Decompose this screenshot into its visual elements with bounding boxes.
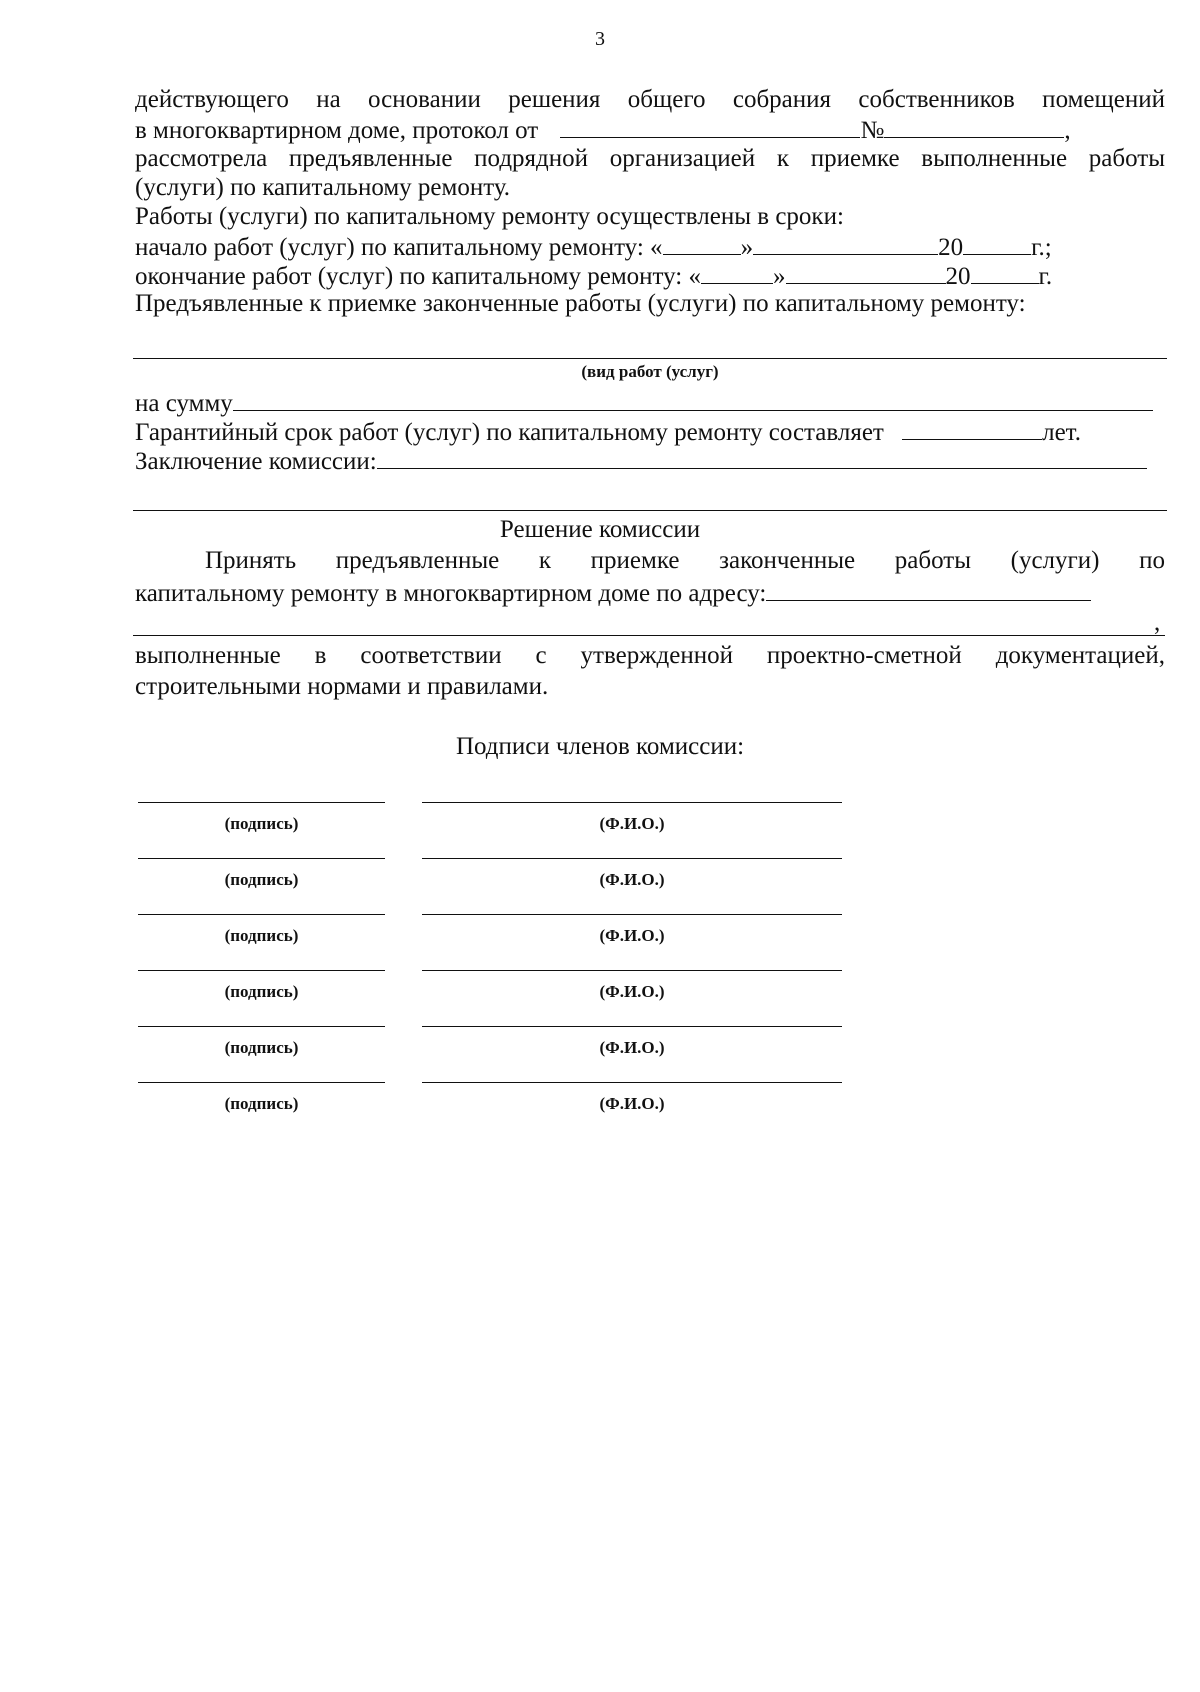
full-name-caption: (Ф.И.О.) — [599, 926, 665, 945]
terms-heading: Работы (услуги) по капитальному ремонту осуществлены в сроки: — [135, 203, 844, 230]
conclusion-label: Заключение комиссии: — [135, 448, 377, 475]
protocol-number-field[interactable] — [884, 115, 1064, 138]
warranty-years-field[interactable] — [902, 417, 1042, 440]
decision-line3: выполненные в соответствии с утвержденной проектно-сметной документацией, — [135, 642, 1165, 669]
signature-field[interactable] — [138, 1026, 385, 1027]
sum-line — [135, 388, 1165, 418]
signature-field[interactable] — [138, 858, 385, 859]
signature-caption: (подпись) — [224, 1094, 299, 1113]
end-year-prefix: 20 — [945, 263, 971, 290]
sum-label: на сумму — [135, 390, 233, 417]
full-name-field[interactable] — [422, 970, 842, 971]
full-name-caption: (Ф.И.О.) — [599, 814, 665, 833]
full-name-field[interactable] — [422, 1082, 842, 1083]
end-date-label: окончание работ (услуг) по капитальному ремонту: « — [135, 263, 701, 290]
decision-title: Решение комиссии — [499, 516, 701, 543]
full-name-field[interactable] — [422, 802, 842, 803]
signature-caption: (подпись) — [224, 982, 299, 1001]
start-date-label: начало работ (услуг) по капитальному ремонту: « — [135, 234, 663, 261]
decision-line2 — [135, 578, 1091, 608]
work-type-field[interactable] — [133, 358, 1167, 359]
full-name-caption: (Ф.И.О.) — [599, 1094, 665, 1113]
address-label: капитальному ремонту в многоквартирном доме по адресу: — [135, 580, 767, 607]
address-comma: , — [1154, 609, 1161, 636]
address-field-line2[interactable] — [133, 635, 1165, 636]
signature-field[interactable] — [138, 970, 385, 971]
signature-field[interactable] — [138, 802, 385, 803]
work-type-caption: (вид работ (услуг) — [581, 362, 719, 381]
signature-field[interactable] — [138, 914, 385, 915]
address-field[interactable] — [766, 578, 1091, 601]
full-name-caption: (Ф.И.О.) — [599, 1038, 665, 1057]
signature-caption: (подпись) — [224, 1038, 299, 1057]
conclusion-field[interactable] — [377, 446, 1147, 469]
full-name-caption: (Ф.И.О.) — [599, 870, 665, 889]
sum-field[interactable] — [233, 388, 1153, 411]
conclusion-line — [135, 446, 1165, 476]
paragraph1-line4: (услуги) по капитальному ремонту. — [135, 174, 511, 201]
full-name-caption: (Ф.И.О.) — [599, 982, 665, 1001]
conclusion-field-line2[interactable] — [133, 510, 1167, 511]
paragraph1-line2 — [135, 115, 1165, 145]
start-month-field[interactable] — [753, 232, 938, 255]
page-number: 3 — [595, 28, 605, 50]
start-year-prefix: 20 — [938, 234, 964, 261]
start-date-line — [135, 232, 1052, 262]
start-day-field[interactable] — [663, 232, 741, 255]
signature-field[interactable] — [138, 1082, 385, 1083]
warranty-text: Гарантийный срок работ (услуг) по капитальному ремонту составляет — [135, 419, 884, 446]
protocol-comma: , — [1064, 117, 1071, 144]
warranty-unit: лет. — [1042, 419, 1081, 446]
protocol-date-field[interactable] — [560, 115, 860, 138]
end-month-field[interactable] — [786, 261, 946, 284]
signature-caption: (подпись) — [224, 814, 299, 833]
full-name-field[interactable] — [422, 914, 842, 915]
end-date-line — [135, 261, 1052, 291]
decision-line1: Принять предъявленные к приемке законченные работы (услуги) по — [205, 547, 1165, 574]
signature-caption: (подпись) — [224, 926, 299, 945]
warranty-line — [135, 417, 1081, 447]
full-name-field[interactable] — [422, 858, 842, 859]
end-day-field[interactable] — [701, 261, 773, 284]
signatures-title: Подписи членов комиссии: — [455, 733, 745, 760]
protocol-label: в многоквартирном доме, протокол от — [135, 117, 539, 144]
start-year-field[interactable] — [963, 232, 1031, 255]
protocol-number-sign: № — [860, 117, 885, 144]
end-year-suffix: г. — [1038, 263, 1053, 290]
paragraph1-line1: действующего на основании решения общего собрания собственников помещений — [135, 86, 1165, 113]
start-year-suffix: г.; — [1031, 234, 1052, 261]
presented-works-text: Предъявленные к приемке законченные работы (услуги) по капитальному ремонту: — [135, 290, 1026, 317]
end-year-field[interactable] — [971, 261, 1039, 284]
decision-line4: строительными нормами и правилами. — [135, 673, 549, 700]
paragraph1-line3: рассмотрела предъявленные подрядной организацией к приемке выполненные работы — [135, 145, 1165, 172]
full-name-field[interactable] — [422, 1026, 842, 1027]
end-close-quote: » — [773, 263, 786, 290]
signature-caption: (подпись) — [224, 870, 299, 889]
start-close-quote: » — [740, 234, 754, 261]
